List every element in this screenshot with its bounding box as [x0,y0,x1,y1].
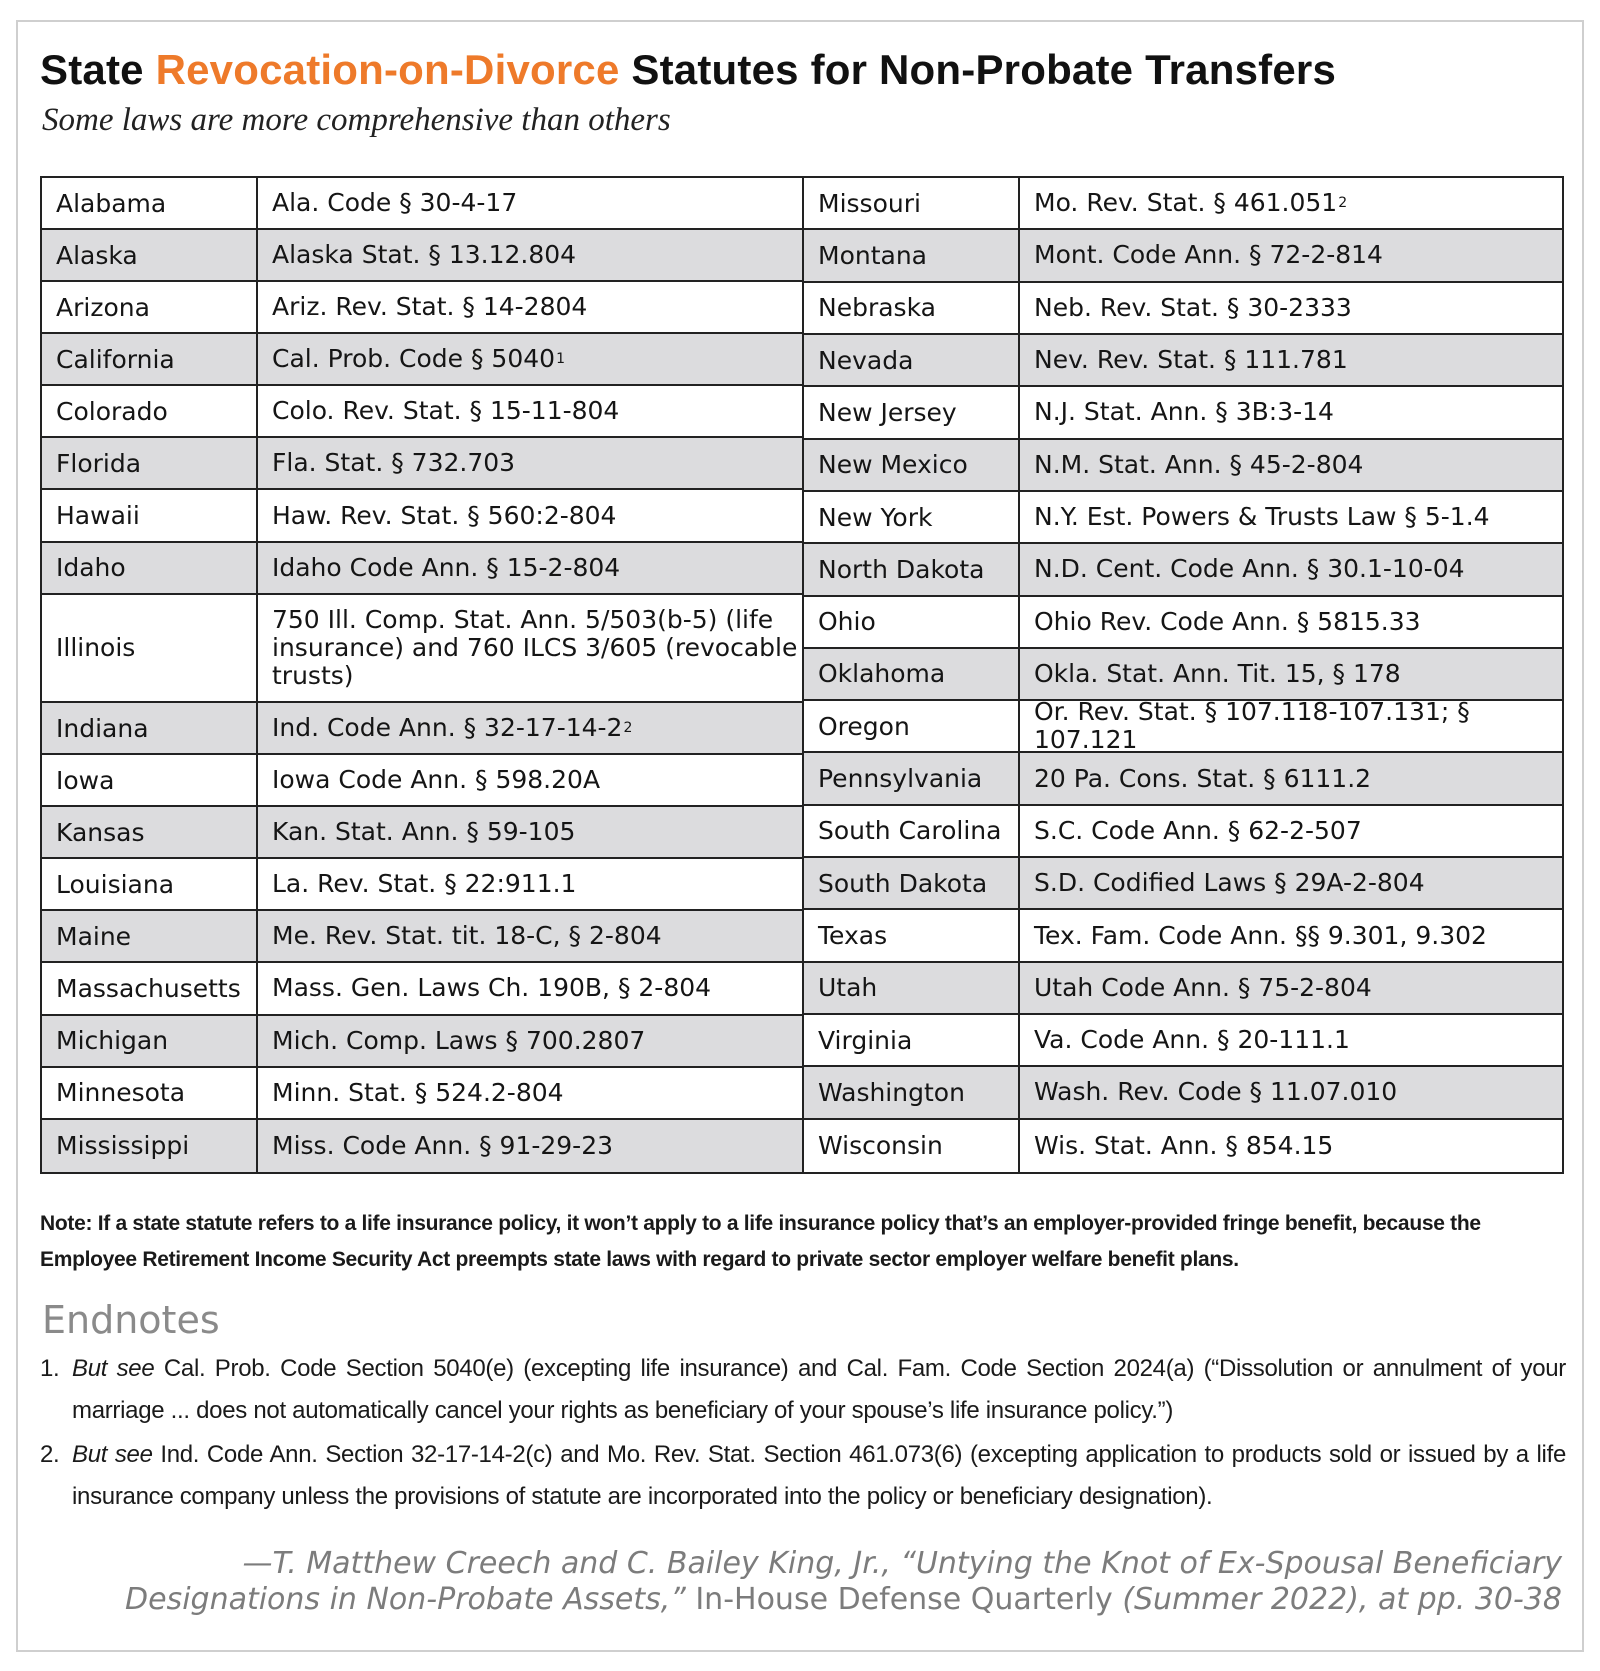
citation-text: La. Rev. Stat. § 22:911.1 [272,869,577,899]
citation-cell: Ind. Code Ann. § 32-17-14-2 2 [272,713,633,743]
attribution [42,1546,1562,1618]
state-cell: Washington [804,1067,1020,1117]
state-cell: South Carolina [804,806,1020,856]
state-cell: Minnesota [42,1068,258,1118]
endnote-text [72,1434,1566,1518]
table-row [42,807,802,859]
attribution-publication: In-House Defense Quarterly [685,1582,1123,1617]
state-cell: South Dakota [804,858,1020,908]
citation-text: N.J. Stat. Ann. § 3B:3-14 [1034,397,1334,427]
citation-text: Ariz. Rev. Stat. § 14-2804 [272,292,588,322]
page-subtitle: Some laws are more comprehensive than others [42,102,671,138]
table-row [804,858,1562,910]
state-cell: Oregon [804,701,1020,751]
state-cell: Alaska [42,230,258,280]
citation-cell [258,1068,802,1118]
note-text: Note: If a state statute refers to a life insurance policy, it won’t apply to a life insurance policy that’s an employer-provided fringe benefit, because the Employee Retirement Income Security Act preempts state laws with regard to private sector employer welfare benefit plans. [40,1212,1481,1271]
citation-cell [1020,1067,1562,1117]
citation-text: Alaska Stat. § 13.12.804 [272,240,577,270]
state-cell: Idaho [42,543,258,593]
state-cell: Michigan [42,1016,258,1066]
table-column-left [42,178,804,1172]
attribution-issue: (Summer 2022), at pp. 30-38 [1122,1582,1562,1617]
citation-text: 20 Pa. Cons. Stat. § 6111.2 [1034,763,1372,793]
citation-text: Idaho Code Ann. § 15-2-804 [272,552,621,582]
table-row [42,438,802,490]
table-row [804,387,1562,439]
citation-cell [258,178,802,228]
table-row [42,859,802,911]
table-row [804,544,1562,596]
table-row [804,1015,1562,1067]
citation-cell [258,230,802,280]
citation-text: Cal. Prob. Code § 5040 [272,344,556,374]
table-row [42,1068,802,1120]
table-row [42,230,802,282]
citation-cell [1020,697,1562,755]
state-cell: Oklahoma [804,649,1020,699]
citation-cell [258,911,802,961]
endnote-item [40,1348,1566,1432]
citation-cell [1020,544,1562,594]
citation-cell [258,282,802,332]
table-row [42,543,802,595]
citation-text: Neb. Rev. Stat. § 30-2333 [1034,292,1352,322]
citation-text: Va. Code Ann. § 20-111.1 [1034,1025,1350,1055]
table-row [42,595,802,703]
citation-cell [1020,649,1562,699]
endnote-body: Ind. Code Ann. Section 32-17-14-2(c) and Mo. Rev. Stat. Section 461.073(6) (excepting application to products sold or issued by a life insurance company unless the provisions of statute are incorporated into the policy or beneficiary designation). [72,1441,1566,1510]
title-part-1: State [40,46,156,93]
table-row [804,697,1562,755]
citation-text: S.D. Codified Laws § 29A-2-804 [1034,868,1425,898]
table-row [804,178,1562,230]
citation-text: Tex. Fam. Code Ann. §§ 9.301, 9.302 [1034,920,1487,950]
table-row [42,178,802,230]
citation-cell [1020,492,1562,542]
citation-cell [258,755,802,805]
table-row [42,282,802,334]
endnote-number: 2. [40,1441,60,1468]
citation-text: S.C. Code Ann. § 62-2-507 [1034,815,1362,845]
table-row [804,492,1562,544]
state-cell: Missouri [804,178,1020,228]
citation-text: N.D. Cent. Code Ann. § 30.1-10-04 [1034,554,1465,584]
endnote-number: 1. [40,1355,60,1382]
state-cell: Kansas [42,807,258,857]
citation-cell [258,490,802,540]
page-title [40,46,1336,94]
state-cell: Iowa [42,755,258,805]
citation-cell [258,859,802,909]
table-row [804,649,1562,701]
state-cell: Wisconsin [804,1120,1020,1172]
citation-text: N.Y. Est. Powers & Trusts Law § 5-1.4 [1034,502,1490,532]
title-part-2: Statutes for Non-Probate Transfers [619,46,1336,93]
citation-text: Ind. Code Ann. § 32-17-14-2 [272,713,623,743]
table-row [804,1067,1562,1119]
endnotes-list [40,1348,1566,1520]
citation-text: Colo. Rev. Stat. § 15-11-804 [272,396,620,426]
table-row [804,283,1562,335]
table-row [42,963,802,1015]
state-cell: New Mexico [804,440,1020,490]
table-row [804,597,1562,649]
citation-text: N.M. Stat. Ann. § 45-2-804 [1034,449,1364,479]
citation-text: Ohio Rev. Code Ann. § 5815.33 [1034,606,1421,636]
endnote-body: Cal. Prob. Code Section 5040(e) (excepting life insurance) and Cal. Fam. Code Section 2024(a) (“Dissolution or annulment of your marriage ... does not automatically cancel your rights as beneficiary of your spouse’s life insurance policy.”) [72,1355,1566,1424]
state-cell: Florida [42,438,258,488]
citation-cell [258,1016,802,1066]
citation-cell [258,1120,802,1172]
table-row [42,490,802,542]
state-cell: Indiana [42,703,258,753]
table-row [804,335,1562,387]
state-cell: Nebraska [804,283,1020,333]
citation-text: 750 Ill. Comp. Stat. Ann. 5/503(b-5) (life insurance) and 760 ILCS 3/605 (revocable trusts) [272,604,798,690]
table-row [42,1120,802,1172]
citation-text: Mo. Rev. Stat. § 461.051 [1034,188,1338,218]
title-accent: Revocation-on-Divorce [155,46,620,93]
table-row [42,334,802,386]
table-row [804,440,1562,492]
citation-text: Fla. Stat. § 732.703 [272,448,516,478]
citation-cell [258,438,802,488]
citation-cell [1020,963,1562,1013]
citation-text: Me. Rev. Stat. tit. 18-C, § 2-804 [272,921,662,951]
endnote-lead: But see [72,1355,155,1382]
citation-text: Kan. Stat. Ann. § 59-105 [272,817,576,847]
table-row [804,963,1562,1015]
citation-text: Mass. Gen. Laws Ch. 190B, § 2-804 [272,973,712,1003]
state-cell: Colorado [42,386,258,436]
state-cell: Montana [804,230,1020,280]
citation-cell [1020,858,1562,908]
citation-cell [258,543,802,593]
citation-text: Okla. Stat. Ann. Tit. 15, § 178 [1034,658,1401,688]
endnotes-heading: Endnotes [42,1298,220,1342]
endnote-text [72,1348,1566,1432]
state-cell: California [42,334,258,384]
citation-cell [1020,1120,1562,1172]
state-cell: Massachusetts [42,963,258,1013]
endnote-lead: But see [72,1441,153,1468]
state-cell: Hawaii [42,490,258,540]
state-cell: Alabama [42,178,258,228]
citation-text: Wash. Rev. Code § 11.07.010 [1034,1077,1398,1107]
citation-text: Minn. Stat. § 524.2-804 [272,1077,564,1107]
table-row [804,910,1562,962]
citation-text: Utah Code Ann. § 75-2-804 [1034,972,1372,1002]
citation-cell: Mo. Rev. Stat. § 461.051 2 [1034,188,1348,218]
citation-cell [1020,440,1562,490]
state-cell: Louisiana [42,859,258,909]
table-column-right [804,178,1562,1172]
citation-cell [1020,230,1562,280]
citation-cell [1020,597,1562,647]
table-row [42,703,802,755]
state-cell: Arizona [42,282,258,332]
table-row [804,753,1562,805]
citation-cell [1020,335,1562,385]
table-row [42,1016,802,1068]
table-row [804,1120,1562,1172]
table-row [42,911,802,963]
citation-cell [1020,910,1562,960]
citation-text: Mich. Comp. Laws § 700.2807 [272,1025,646,1055]
citation-cell [258,595,802,701]
state-cell: Pennsylvania [804,753,1020,803]
citation-text: Mont. Code Ann. § 72-2-814 [1034,240,1383,270]
citation-text: Or. Rev. Stat. § 107.118-107.131; § 107.121 [1034,697,1470,755]
state-cell: North Dakota [804,544,1020,594]
citation-cell [1020,387,1562,437]
citation-cell: Cal. Prob. Code § 5040 1 [272,344,565,374]
state-cell: Illinois [42,595,258,701]
table-row [42,755,802,807]
state-cell: Ohio [804,597,1020,647]
citation-cell [258,963,802,1013]
citation-cell [258,807,802,857]
citation-text: Miss. Code Ann. § 91-29-23 [272,1130,614,1160]
endnote-item [40,1434,1566,1518]
citation-text: Wis. Stat. Ann. § 854.15 [1034,1130,1334,1160]
citation-cell [1020,753,1562,803]
state-cell: Virginia [804,1015,1020,1065]
citation-cell [1020,806,1562,856]
citation-text: Nev. Rev. Stat. § 111.781 [1034,345,1348,375]
table-row [804,230,1562,282]
state-cell: Mississippi [42,1120,258,1172]
citation-text: Haw. Rev. Stat. § 560:2-804 [272,500,617,530]
citation-text: Iowa Code Ann. § 598.20A [272,765,601,795]
state-cell: Maine [42,911,258,961]
state-cell: Texas [804,910,1020,960]
state-cell: New York [804,492,1020,542]
attribution-author-title: —T. Matthew Creech and C. Bailey King, Jr., “Untying the Knot of Ex-Spousal Beneficiary Designations in Non-Probate Assets,” [125,1546,1562,1617]
table-row [804,806,1562,858]
citation-cell [258,386,802,436]
state-cell: Utah [804,963,1020,1013]
citation-cell [1020,283,1562,333]
table-row [42,386,802,438]
statutes-table [40,176,1564,1174]
state-cell: New Jersey [804,387,1020,437]
citation-cell [1020,1015,1562,1065]
state-cell: Nevada [804,335,1020,385]
citation-text: Ala. Code § 30-4-17 [272,188,518,218]
